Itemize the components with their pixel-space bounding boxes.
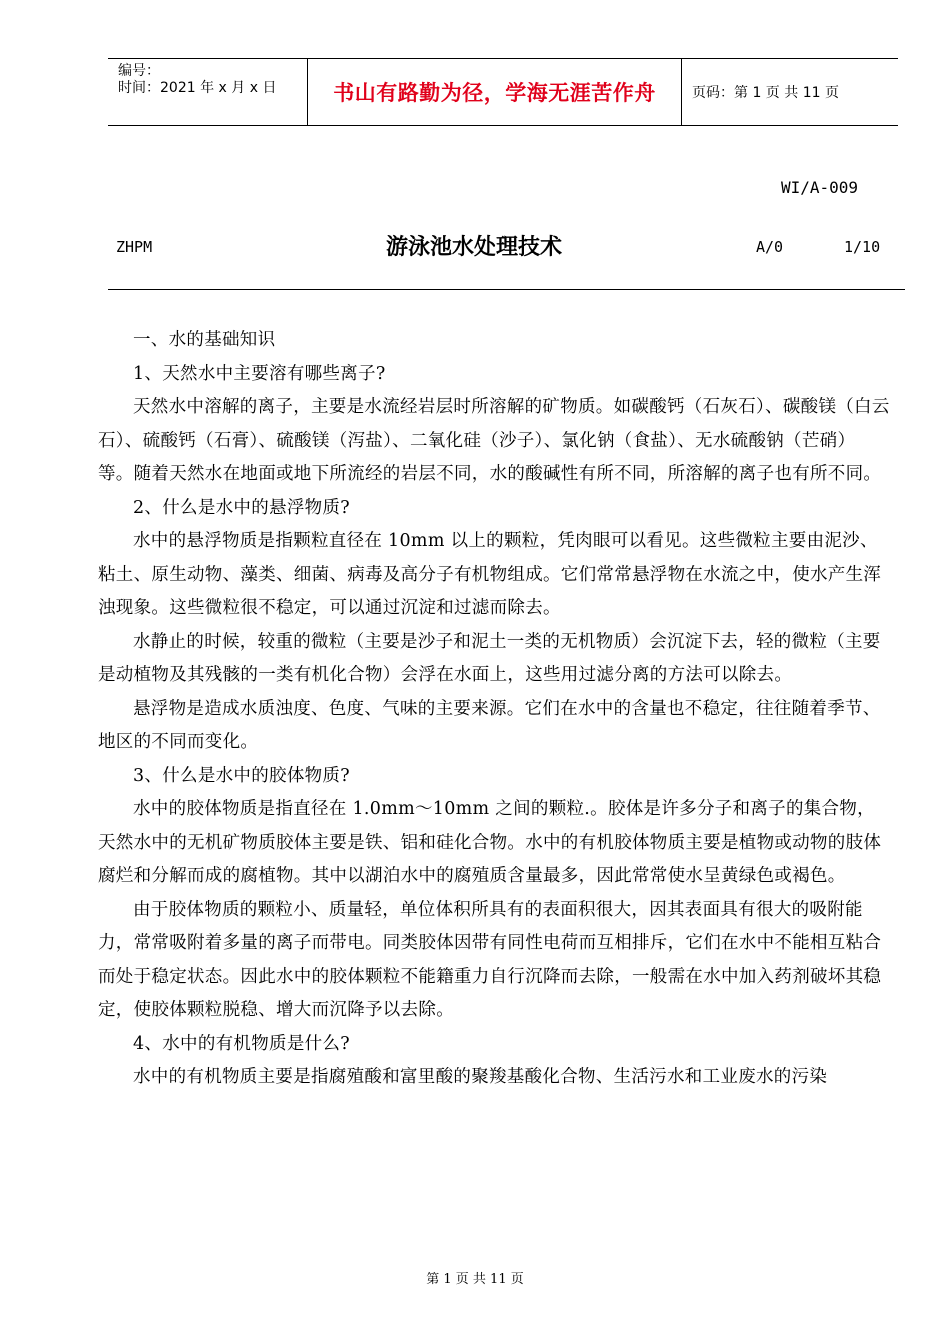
question-heading: 3、什么是水中的胶体物质? — [133, 765, 350, 786]
header-page-info: 页码：第 1 页 共 11 页 — [692, 85, 839, 101]
document-body — [98, 324, 890, 1095]
page-footer: 第 1 页 共 11 页 — [426, 1272, 524, 1287]
paragraph: 由于胶体物质的颗粒小、质量轻，单位体积所具有的表面积很大，因其表面具有很大的吸附能力，常常吸附着多量的离子而带电。同类胶体因带有同性电荷而互相排斥，它们在水中不能相互粘合而处于稳定状态。因此水中的胶体颗粒不能籍重力自行沉降而去除，一般需在水中加入药剂破坏其稳定，使胶体颗粒脱稳、增大而沉降予以去除。 — [98, 899, 882, 1020]
document-revision: A/0 — [756, 238, 784, 256]
paragraph: 水中的悬浮物质是指颗粒直径在 10mm 以上的颗粒，凭肉眼可以看见。这些微粒主要由泥沙、粘土、原生动物、藻类、细菌、病毒及高分子有机物组成。它们常常悬浮物在水流之中，使水产生浑浊现象。这些微粒很不稳定，可以通过沉淀和过滤而除去。 — [98, 531, 882, 618]
serial-label: 编号： — [118, 63, 160, 79]
question-heading: 2、什么是水中的悬浮物质? — [133, 497, 350, 518]
header-motto: 书山有路勤为径，学海无涯苦作舟 — [308, 59, 682, 125]
paragraph: 水中的有机物质主要是指腐殖酸和富里酸的聚羧基酸化合物、生活污水和工业废水的污染 — [133, 1067, 828, 1087]
title-row — [116, 230, 906, 264]
paragraph: 天然水中溶解的离子，主要是水流经岩层时所溶解的矿物质。如碳酸钙（石灰石）、碳酸镁（白云石）、硫酸钙（石膏）、硫酸镁（泻盐）、二氧化硅（沙子）、氯化钠（食盐）、无水硫酸钠（芒硝）等。随着天然水在地面或地下所流经的岩层不同，水的酸碱性有所不同，所溶解的离子也有所不同。 — [98, 397, 890, 484]
document-page: 1/10 — [844, 238, 881, 256]
question-heading: 4、水中的有机物质是什么? — [133, 1033, 350, 1054]
header-meta — [108, 59, 308, 125]
document-number: WI/A-009 — [780, 178, 858, 197]
paragraph: 水中的胶体物质是指直径在 1.0mm～10mm 之间的颗粒.。胶体是许多分子和离子的集合物，天然水中的无机矿物质胶体主要是铁、铝和硅化合物。水中的有机胶体物质主要是植物或动物的肢体腐烂和分解而成的腐植物。其中以湖泊水中的腐殖质含量最多，因此常常使水呈黄绿色或褐色。 — [98, 799, 882, 886]
question-heading: 1、天然水中主要溶有哪些离子? — [133, 363, 386, 384]
section-heading: 一、水的基础知识 — [133, 330, 276, 350]
document-title: 游泳池水处理技术 — [386, 235, 563, 260]
page-header — [108, 58, 898, 126]
time-label: 时间：2021 年 x 月 x 日 — [118, 80, 277, 96]
paragraph: 水静止的时候，较重的微粒（主要是沙子和泥土一类的无机物质）会沉淀下去，轻的微粒（主要是动植物及其残骸的一类有机化合物）会浮在水面上，这些用过滤分离的方法可以除去。 — [98, 631, 881, 685]
document-code: ZHPM — [116, 238, 153, 256]
paragraph: 悬浮物是造成水质浊度、色度、气味的主要来源。它们在水中的含量也不稳定，往往随着季节、地区的不同而变化。 — [98, 698, 881, 752]
title-divider — [108, 289, 905, 290]
